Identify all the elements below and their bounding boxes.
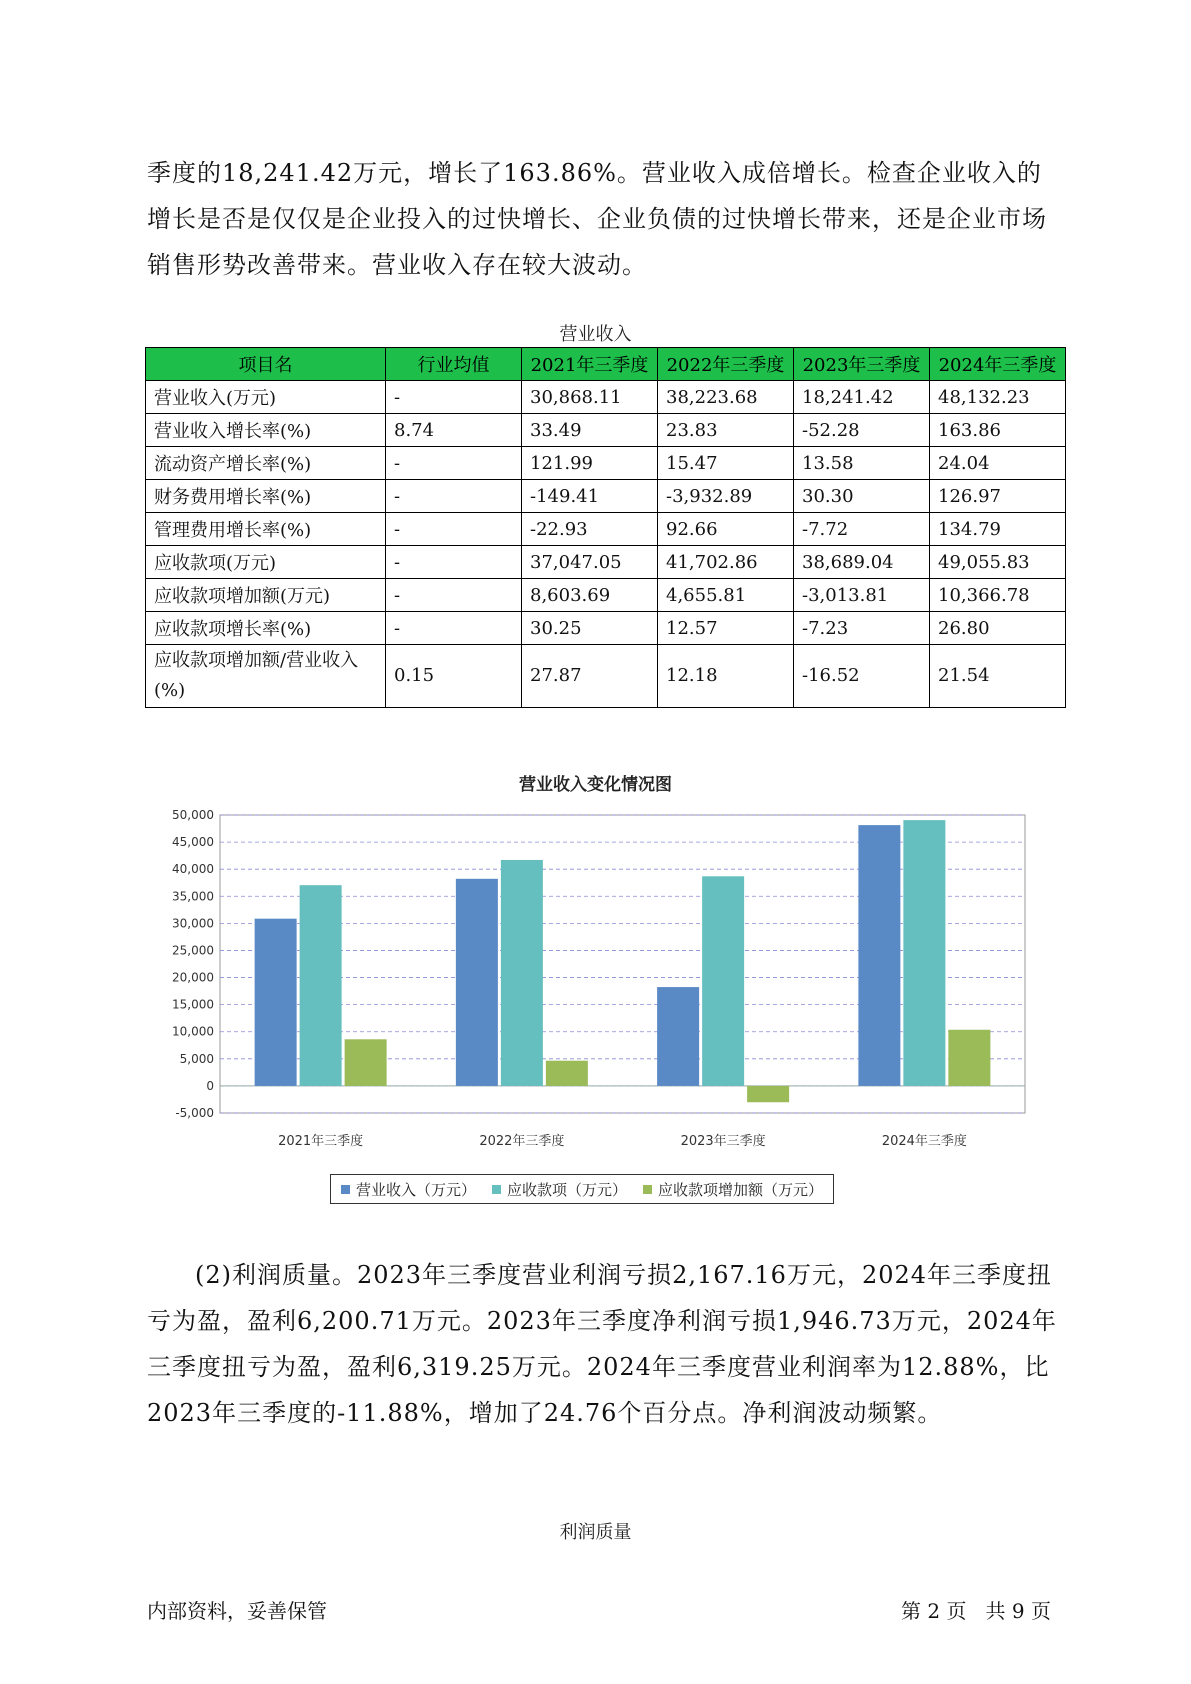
table-cell: 13.58 [794,447,930,480]
page-number: 第 2 页 共 9 页 [901,1599,1051,1623]
table-cell: 30.25 [522,612,658,645]
y-tick-label: 35,000 [172,889,214,904]
table-row [146,645,1066,708]
revenue-table [145,347,1066,708]
chart-legend [330,1174,834,1204]
table-header: 2023年三季度 [794,348,930,381]
table-cell: -7.72 [794,513,930,546]
bar [702,876,744,1086]
table-cell: -52.28 [794,414,930,447]
table-row [146,414,1066,447]
table-cell: - [386,513,522,546]
bar [903,820,945,1086]
table-cell: 38,689.04 [794,546,930,579]
table-cell: 0.15 [386,645,522,708]
table-cell: 30.30 [794,480,930,513]
y-tick-label: 45,000 [172,835,214,850]
legend-label: 应收款项增加额（万元） [658,1180,824,1199]
x-tick-label: 2021年三季度 [278,1134,364,1149]
bar [546,1061,588,1086]
bar [501,860,543,1086]
table-cell: 4,655.81 [658,579,794,612]
bar [255,919,297,1086]
bar [300,885,342,1086]
y-tick-label: 20,000 [172,970,214,985]
x-tick-label: 2024年三季度 [881,1134,967,1149]
legend-swatch [643,1185,652,1194]
legend-label: 营业收入（万元） [356,1180,477,1199]
table-cell: - [386,579,522,612]
table-cell: -3,013.81 [794,579,930,612]
table-header: 2024年三季度 [930,348,1066,381]
table-cell: -22.93 [522,513,658,546]
table-header: 2022年三季度 [658,348,794,381]
legend-item [492,1179,627,1200]
table-cell: 应收款项增加额(万元) [146,579,386,612]
paragraph-revenue: 季度的18,241.42万元，增长了163.86%。营业收入成倍增长。检查企业收入的增长是否是仅仅是企业投入的过快增长、企业负债的过快增长带来，还是企业市场销售形势改善带来。营业收入存在较大波动。 [147,159,1047,279]
bar [948,1030,990,1086]
table-cell: 92.66 [658,513,794,546]
legend-item [341,1179,476,1200]
bar [456,879,498,1086]
revenue-bar-chart [160,805,1040,1165]
table-cell: - [386,480,522,513]
table-cell: - [386,381,522,414]
table-cell: 18,241.42 [794,381,930,414]
table-cell: 48,132.23 [930,381,1066,414]
table-cell: 41,702.86 [658,546,794,579]
table-cell: 应收款项增加额/营业收入(%) [146,645,386,708]
table-cell: -149.41 [522,480,658,513]
table-cell: -7.23 [794,612,930,645]
table-cell: 49,055.83 [930,546,1066,579]
legend-item [643,1179,823,1200]
table-cell: 财务费用增长率(%) [146,480,386,513]
table-cell: 23.83 [658,414,794,447]
section-caption: 利润质量 [559,1522,632,1543]
table-row [146,579,1066,612]
bar [345,1039,387,1086]
table-cell: 38,223.68 [658,381,794,414]
table-cell: 管理费用增长率(%) [146,513,386,546]
bar [747,1086,789,1102]
bar [858,825,900,1086]
legend-swatch [492,1185,501,1194]
table-cell: 15.47 [658,447,794,480]
table-cell: 21.54 [930,645,1066,708]
table-cell: 10,366.78 [930,579,1066,612]
table-cell: 8,603.69 [522,579,658,612]
x-tick-label: 2023年三季度 [680,1134,766,1149]
table-cell: 8.74 [386,414,522,447]
table-cell: 营业收入(万元) [146,381,386,414]
table-cell: 24.04 [930,447,1066,480]
y-tick-label: 50,000 [172,808,214,822]
table-row [146,381,1066,414]
table-cell: -3,932.89 [658,480,794,513]
table-cell: 134.79 [930,513,1066,546]
table-cell: 应收款项(万元) [146,546,386,579]
table-header-row [146,348,1066,381]
table-row [146,612,1066,645]
table-row [146,546,1066,579]
x-tick-label: 2022年三季度 [479,1134,565,1149]
table-cell: 营业收入增长率(%) [146,414,386,447]
chart-title: 营业收入变化情况图 [519,775,672,795]
table-cell: 163.86 [930,414,1066,447]
table-row [146,480,1066,513]
y-tick-label: 15,000 [172,997,214,1012]
table-row [146,513,1066,546]
table-cell: 37,047.05 [522,546,658,579]
table-cell: - [386,612,522,645]
table-caption: 营业收入 [559,324,632,345]
bar [657,987,699,1086]
footer-note: 内部资料，妥善保管 [147,1599,327,1623]
table-cell: - [386,546,522,579]
table-cell: 应收款项增长率(%) [146,612,386,645]
table-cell: 126.97 [930,480,1066,513]
paragraph-profit: (2)利润质量。2023年三季度营业利润亏损2,167.16万元，2024年三季度扭亏为盈，盈利6,200.71万元。2023年三季度净利润亏损1,946.73万元，2024年三季度扭亏为盈，盈利6,319.25万元。2024年三季度营业利润率为12.88%，比2023年三季度的-11.88%，增加了24.76个百分点。净利润波动频繁。 [147,1261,1057,1427]
table-cell: 26.80 [930,612,1066,645]
table-header: 项目名 [146,348,386,381]
table-cell: 12.57 [658,612,794,645]
table-header: 行业均值 [386,348,522,381]
y-tick-label: 0 [206,1078,214,1093]
y-tick-label: 25,000 [172,943,214,958]
table-row [146,447,1066,480]
table-cell: - [386,447,522,480]
y-tick-label: 10,000 [172,1024,214,1039]
table-cell: 33.49 [522,414,658,447]
table-cell: 流动资产增长率(%) [146,447,386,480]
table-cell: 27.87 [522,645,658,708]
table-cell: -16.52 [794,645,930,708]
table-cell: 30,868.11 [522,381,658,414]
y-tick-label: -5,000 [175,1106,214,1120]
y-tick-label: 30,000 [172,916,214,931]
table-cell: 121.99 [522,447,658,480]
table-header: 2021年三季度 [522,348,658,381]
legend-label: 应收款项（万元） [507,1180,628,1199]
table-cell: 12.18 [658,645,794,708]
legend-swatch [341,1185,350,1194]
y-tick-label: 40,000 [172,862,214,877]
y-tick-label: 5,000 [179,1051,214,1066]
